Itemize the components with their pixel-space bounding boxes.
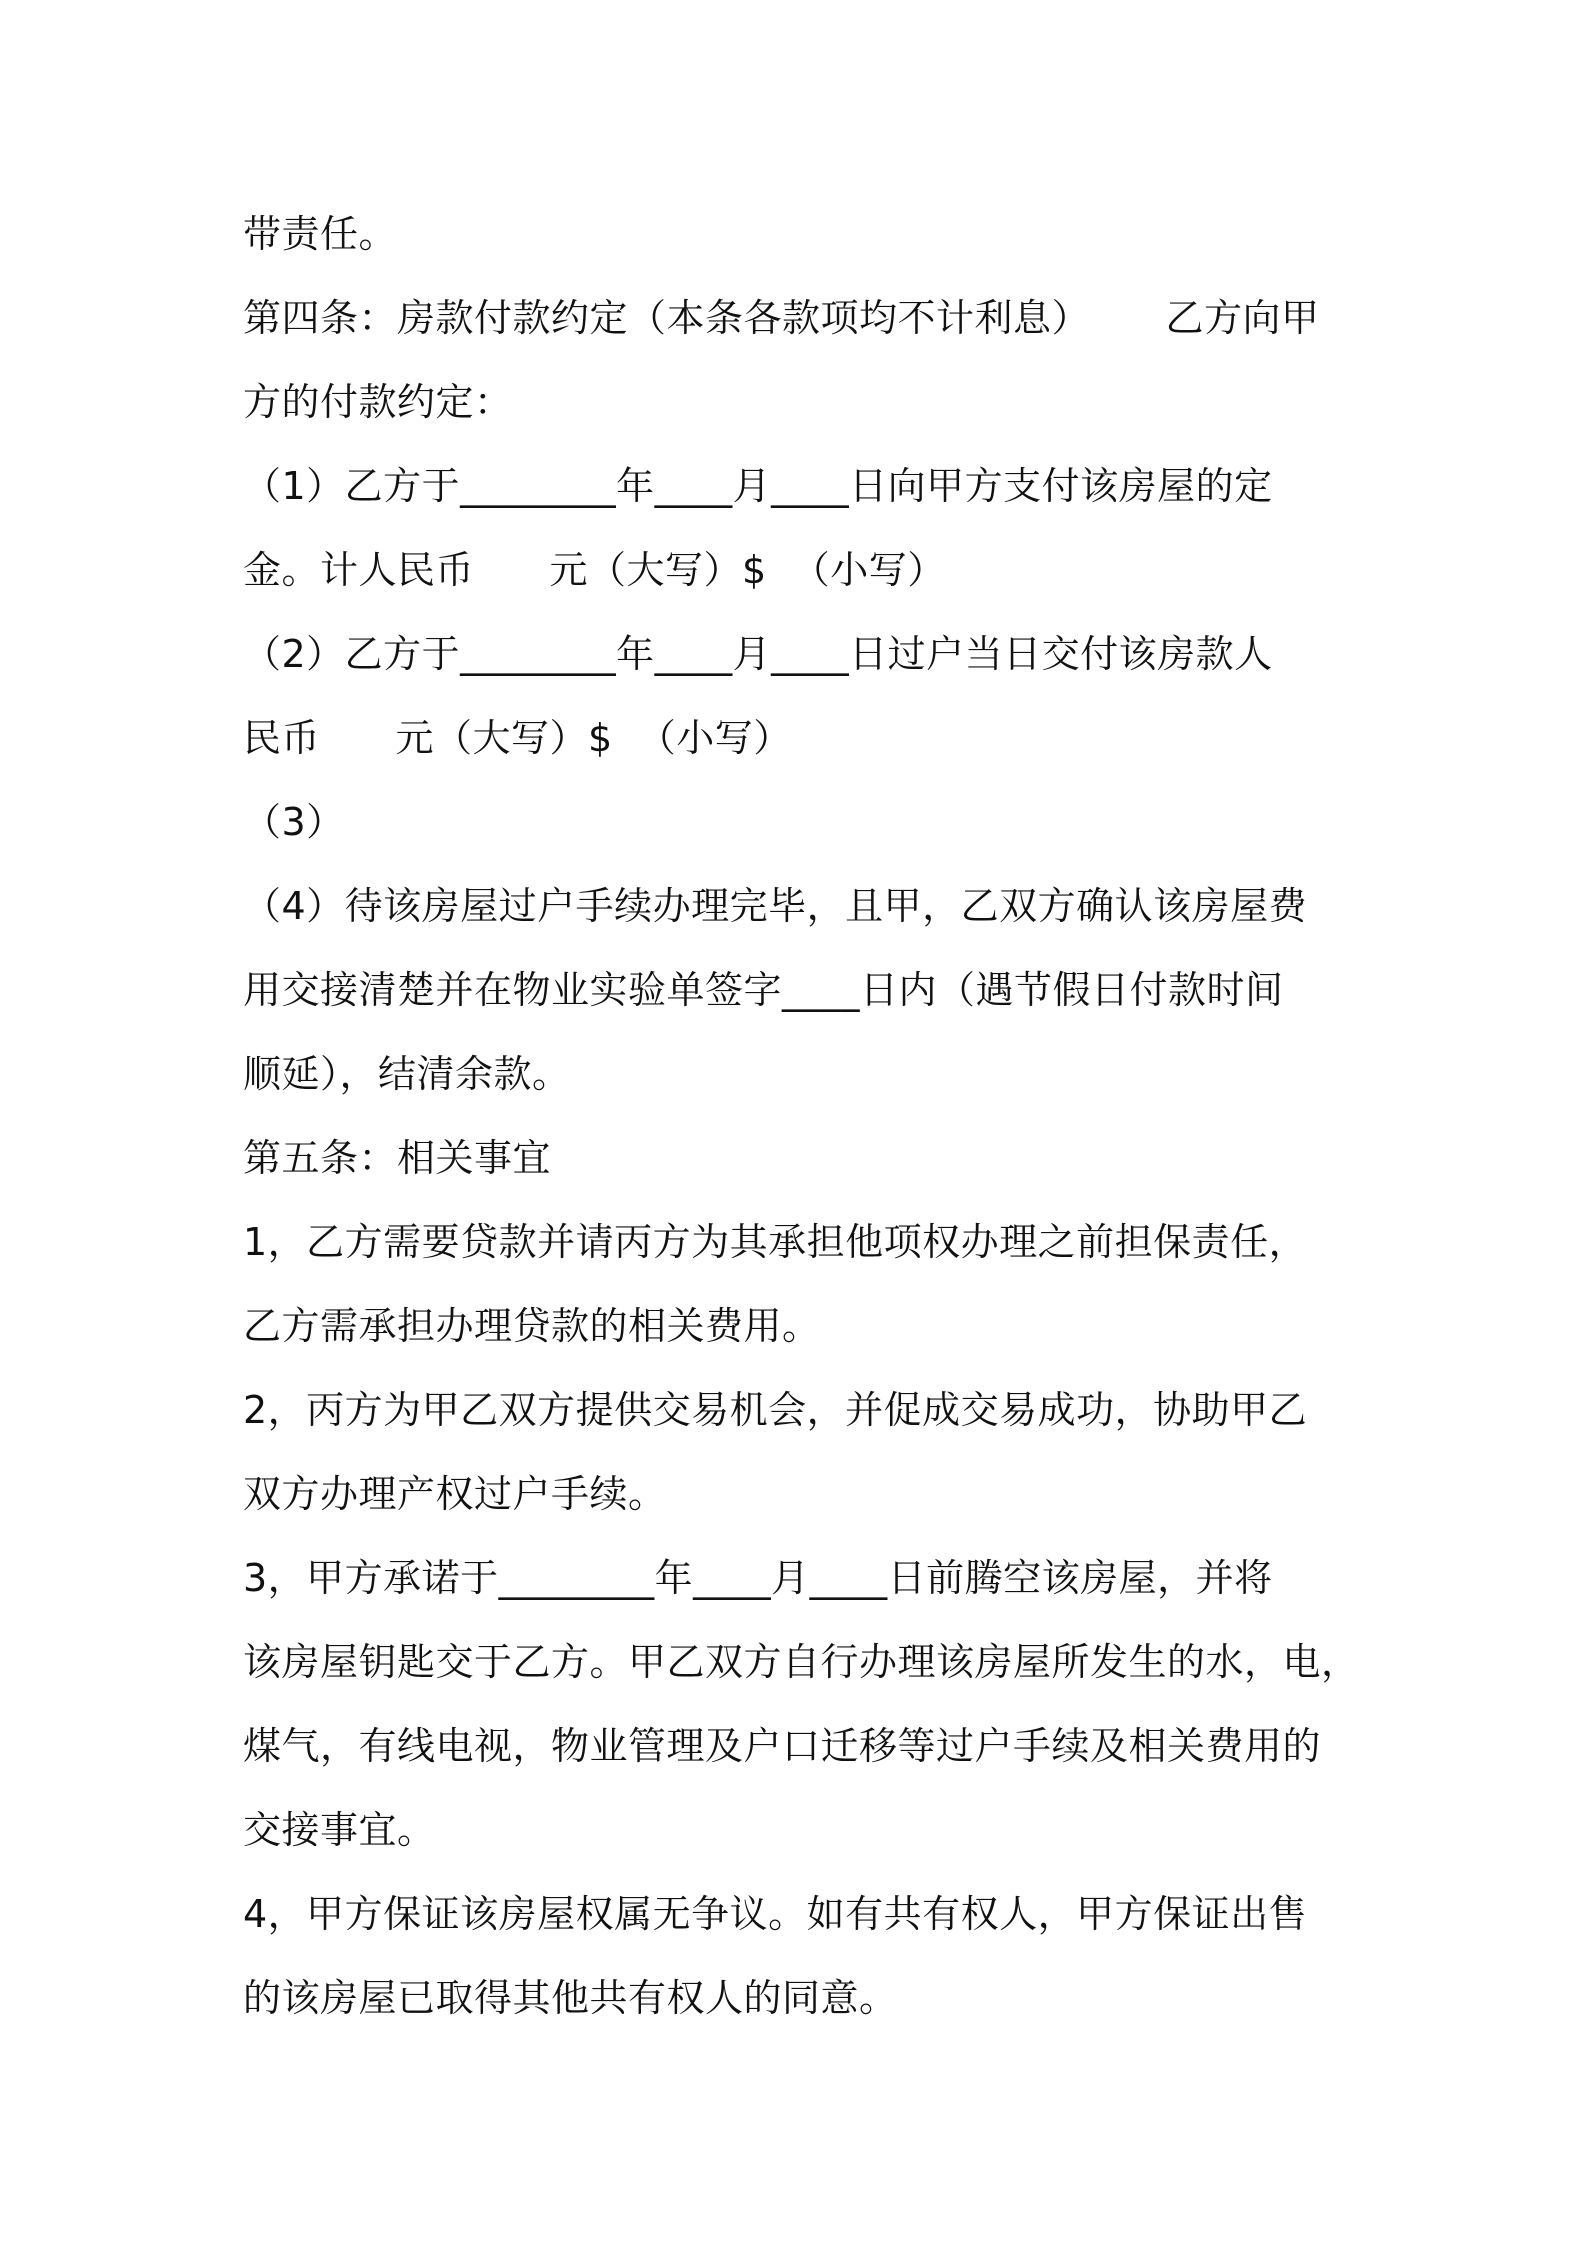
clause-3: （3） [243,800,345,844]
clause-4-line-2: 用交接清楚并在物业实验单签字____日内（遇节假日付款时间 [243,968,1284,1012]
item-3-line-2: 该房屋钥匙交于乙方。甲乙双方自行办理该房屋所发生的水，电， [243,1640,1360,1684]
item-3-line-4: 交接事宜。 [243,1808,436,1852]
item-4-line-1: 4，甲方保证该房屋权属无争议。如有共有权人，甲方保证出售 [243,1892,1308,1936]
article-4-heading: 第四条：房款付款约定（本条各款项均不计利息） 乙方向甲 [243,296,1320,340]
item-3-line-3: 煤气，有线电视，物业管理及户口迁移等过户手续及相关费用的 [243,1724,1322,1768]
clause-4-line-3: 顺延），结清余款。 [243,1052,571,1096]
text-line-3: 方的付款约定： [243,380,513,424]
article-5-heading: 第五条：相关事宜 [243,1136,552,1180]
item-1-line-2: 乙方需承担办理贷款的相关费用。 [243,1304,821,1348]
clause-1-line-1: （1）乙方于________年____月____日向甲方支付该房屋的定 [243,464,1273,508]
item-3-line-1: 3，甲方承诺于________年____月____日前腾空该房屋，并将 [243,1556,1273,1600]
item-4-line-2: 的该房屋已取得其他共有权人的同意。 [243,1976,898,2020]
item-2-line-1: 2，丙方为甲乙双方提供交易机会，并促成交易成功，协助甲乙 [243,1388,1308,1432]
item-1-line-1: 1，乙方需要贷款并请丙方为其承担他项权办理之前担保责任， [243,1220,1308,1264]
document-body [243,192,1358,2040]
text-line-1: 带责任。 [243,212,398,256]
clause-2-line-2: 民币 元（大写）$ （小写） [243,716,792,760]
clause-4-line-1: （4）待该房屋过户手续办理完毕，且甲，乙双方确认该房屋费 [243,884,1308,928]
item-2-line-2: 双方办理产权过户手续。 [243,1472,667,1516]
clause-1-line-2: 金。计人民币 元（大写）$ （小写） [243,548,946,592]
clause-2-line-1: （2）乙方于________年____月____日过户当日交付该房款人 [243,632,1273,676]
